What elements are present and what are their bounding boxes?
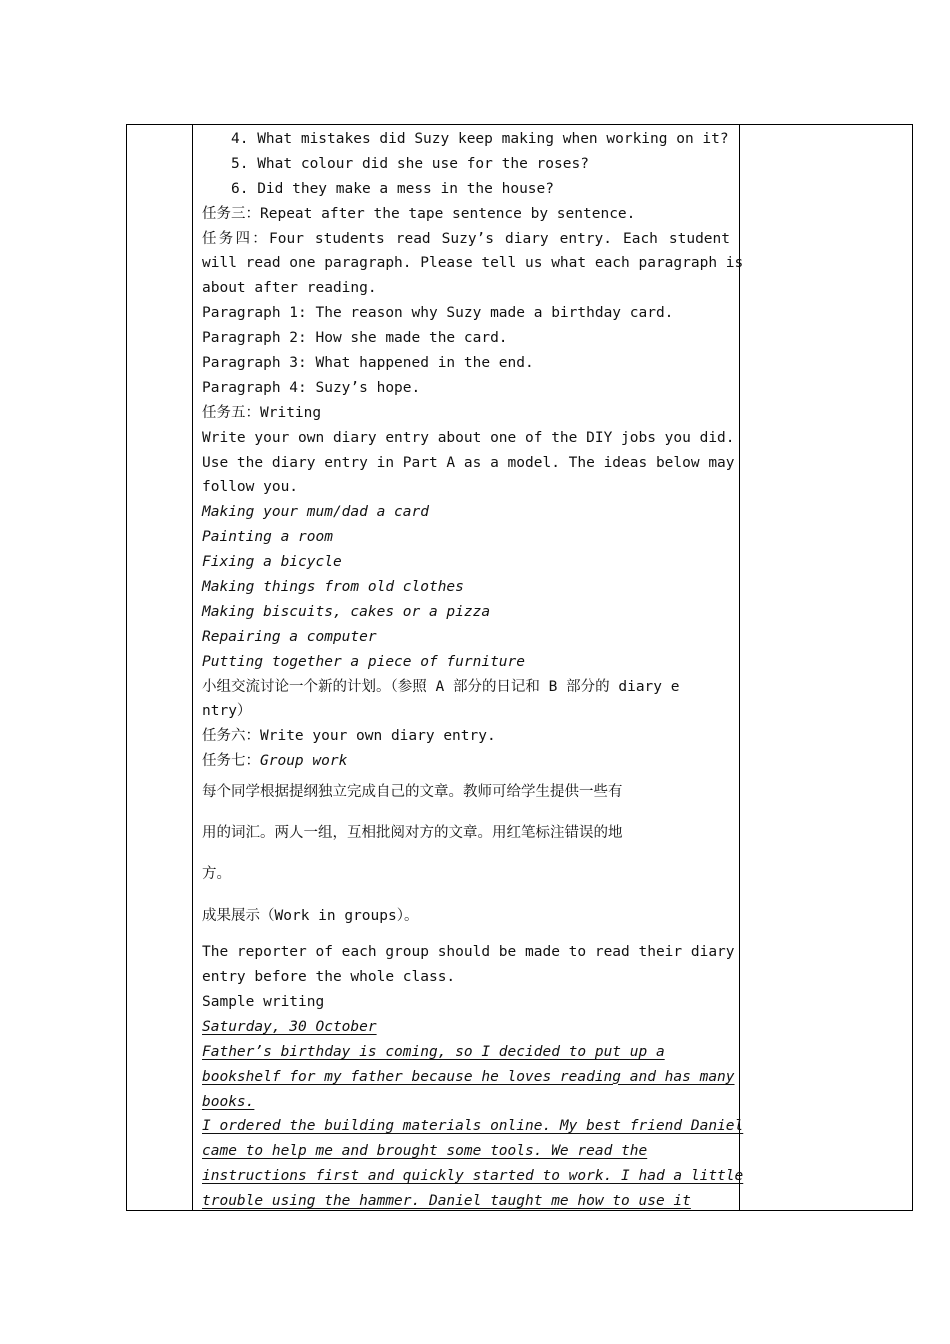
lesson-table [126, 124, 913, 1211]
paragraph-summary: Paragraph 2: How she made the card. [202, 330, 508, 347]
task-5-line: follow you. [202, 479, 299, 496]
discussion-line: ntry） [202, 703, 252, 720]
diy-idea: Making things from old clothes [202, 579, 464, 596]
diy-idea: Making biscuits, cakes or a pizza [202, 603, 491, 620]
sample-line: I ordered the building materials online. My best friend Daniel [202, 1118, 744, 1135]
showcase-title: 成果展示（Work in groups）。 [202, 908, 419, 925]
paragraph-summary: Paragraph 1: The reason why Suzy made a birthday card. [202, 305, 674, 322]
question-item: 6. Did they make a mess in the house? [231, 180, 555, 197]
sample-line: came to help me and brought some tools. We read the [202, 1143, 648, 1160]
diy-idea: Repairing a computer [202, 628, 377, 645]
column-divider [739, 125, 740, 1210]
question-item: 5. What colour did she use for the roses? [231, 155, 589, 172]
task-4-line: about after reading. [202, 280, 377, 297]
task-5-line: Write your own diary entry about one of the DIY jobs you did. [202, 429, 735, 446]
task-7 [202, 749, 730, 774]
task-7-instruction: 每个同学根据提纲独立完成自己的文章。教师可给学生提供一些有 [202, 784, 623, 801]
task-7-label: 任务七： [202, 753, 260, 770]
sample-line: Father’s birthday is coming, so I decided to put up a [202, 1043, 665, 1060]
lesson-content-cell [202, 127, 744, 1214]
sample-line: bookshelf for my father because he loves reading and has many [202, 1068, 735, 1085]
task-7-instruction: 用的词汇。两人一组，互相批阅对方的文章。用红笔标注错误的地 [202, 825, 623, 842]
diy-idea: Making your mum/dad a card [202, 504, 429, 521]
discussion-line: 小组交流讨论一个新的计划。（参照 A 部分的日记和 B 部分的 diary e [202, 678, 680, 695]
diy-idea: Painting a room [202, 529, 333, 546]
task-5-title: 任务五：Writing [202, 404, 322, 421]
sample-line: instructions first and quickly started to work. I had a little [202, 1168, 744, 1185]
diy-idea: Putting together a piece of furniture [202, 653, 526, 670]
sample-line: trouble using the hammer. Daniel taught me how to use it [202, 1193, 691, 1210]
sample-line: books. [202, 1093, 255, 1110]
task-5-line: Use the diary entry in Part A as a model. The ideas below may [202, 454, 735, 471]
question-item: 4. What mistakes did Suzy keep making when working on it? [231, 131, 729, 147]
diy-idea: Fixing a bicycle [202, 554, 342, 571]
showcase-line: The reporter of each group should be made to read their diary [202, 944, 735, 961]
showcase-line: entry before the whole class. [202, 969, 456, 986]
task-7-title: Group work [260, 753, 348, 770]
task-4-line: will read one paragraph. Please tell us what each paragraph is [202, 255, 744, 272]
sample-writing-label: Sample writing [202, 993, 325, 1010]
task-4-line: 任务四：Four students read Suzy’s diary entry. Each student [202, 230, 730, 247]
paragraph-summary: Paragraph 3: What happened in the end. [202, 355, 534, 372]
sample-date: Saturday, 30 October [202, 1018, 377, 1035]
task-6: 任务六：Write your own diary entry. [202, 728, 496, 745]
task-3: 任务三：Repeat after the tape sentence by sentence. [202, 205, 636, 222]
column-divider [192, 125, 193, 1210]
task-7-instruction: 方。 [202, 866, 231, 883]
paragraph-summary: Paragraph 4: Suzy’s hope. [202, 379, 421, 396]
